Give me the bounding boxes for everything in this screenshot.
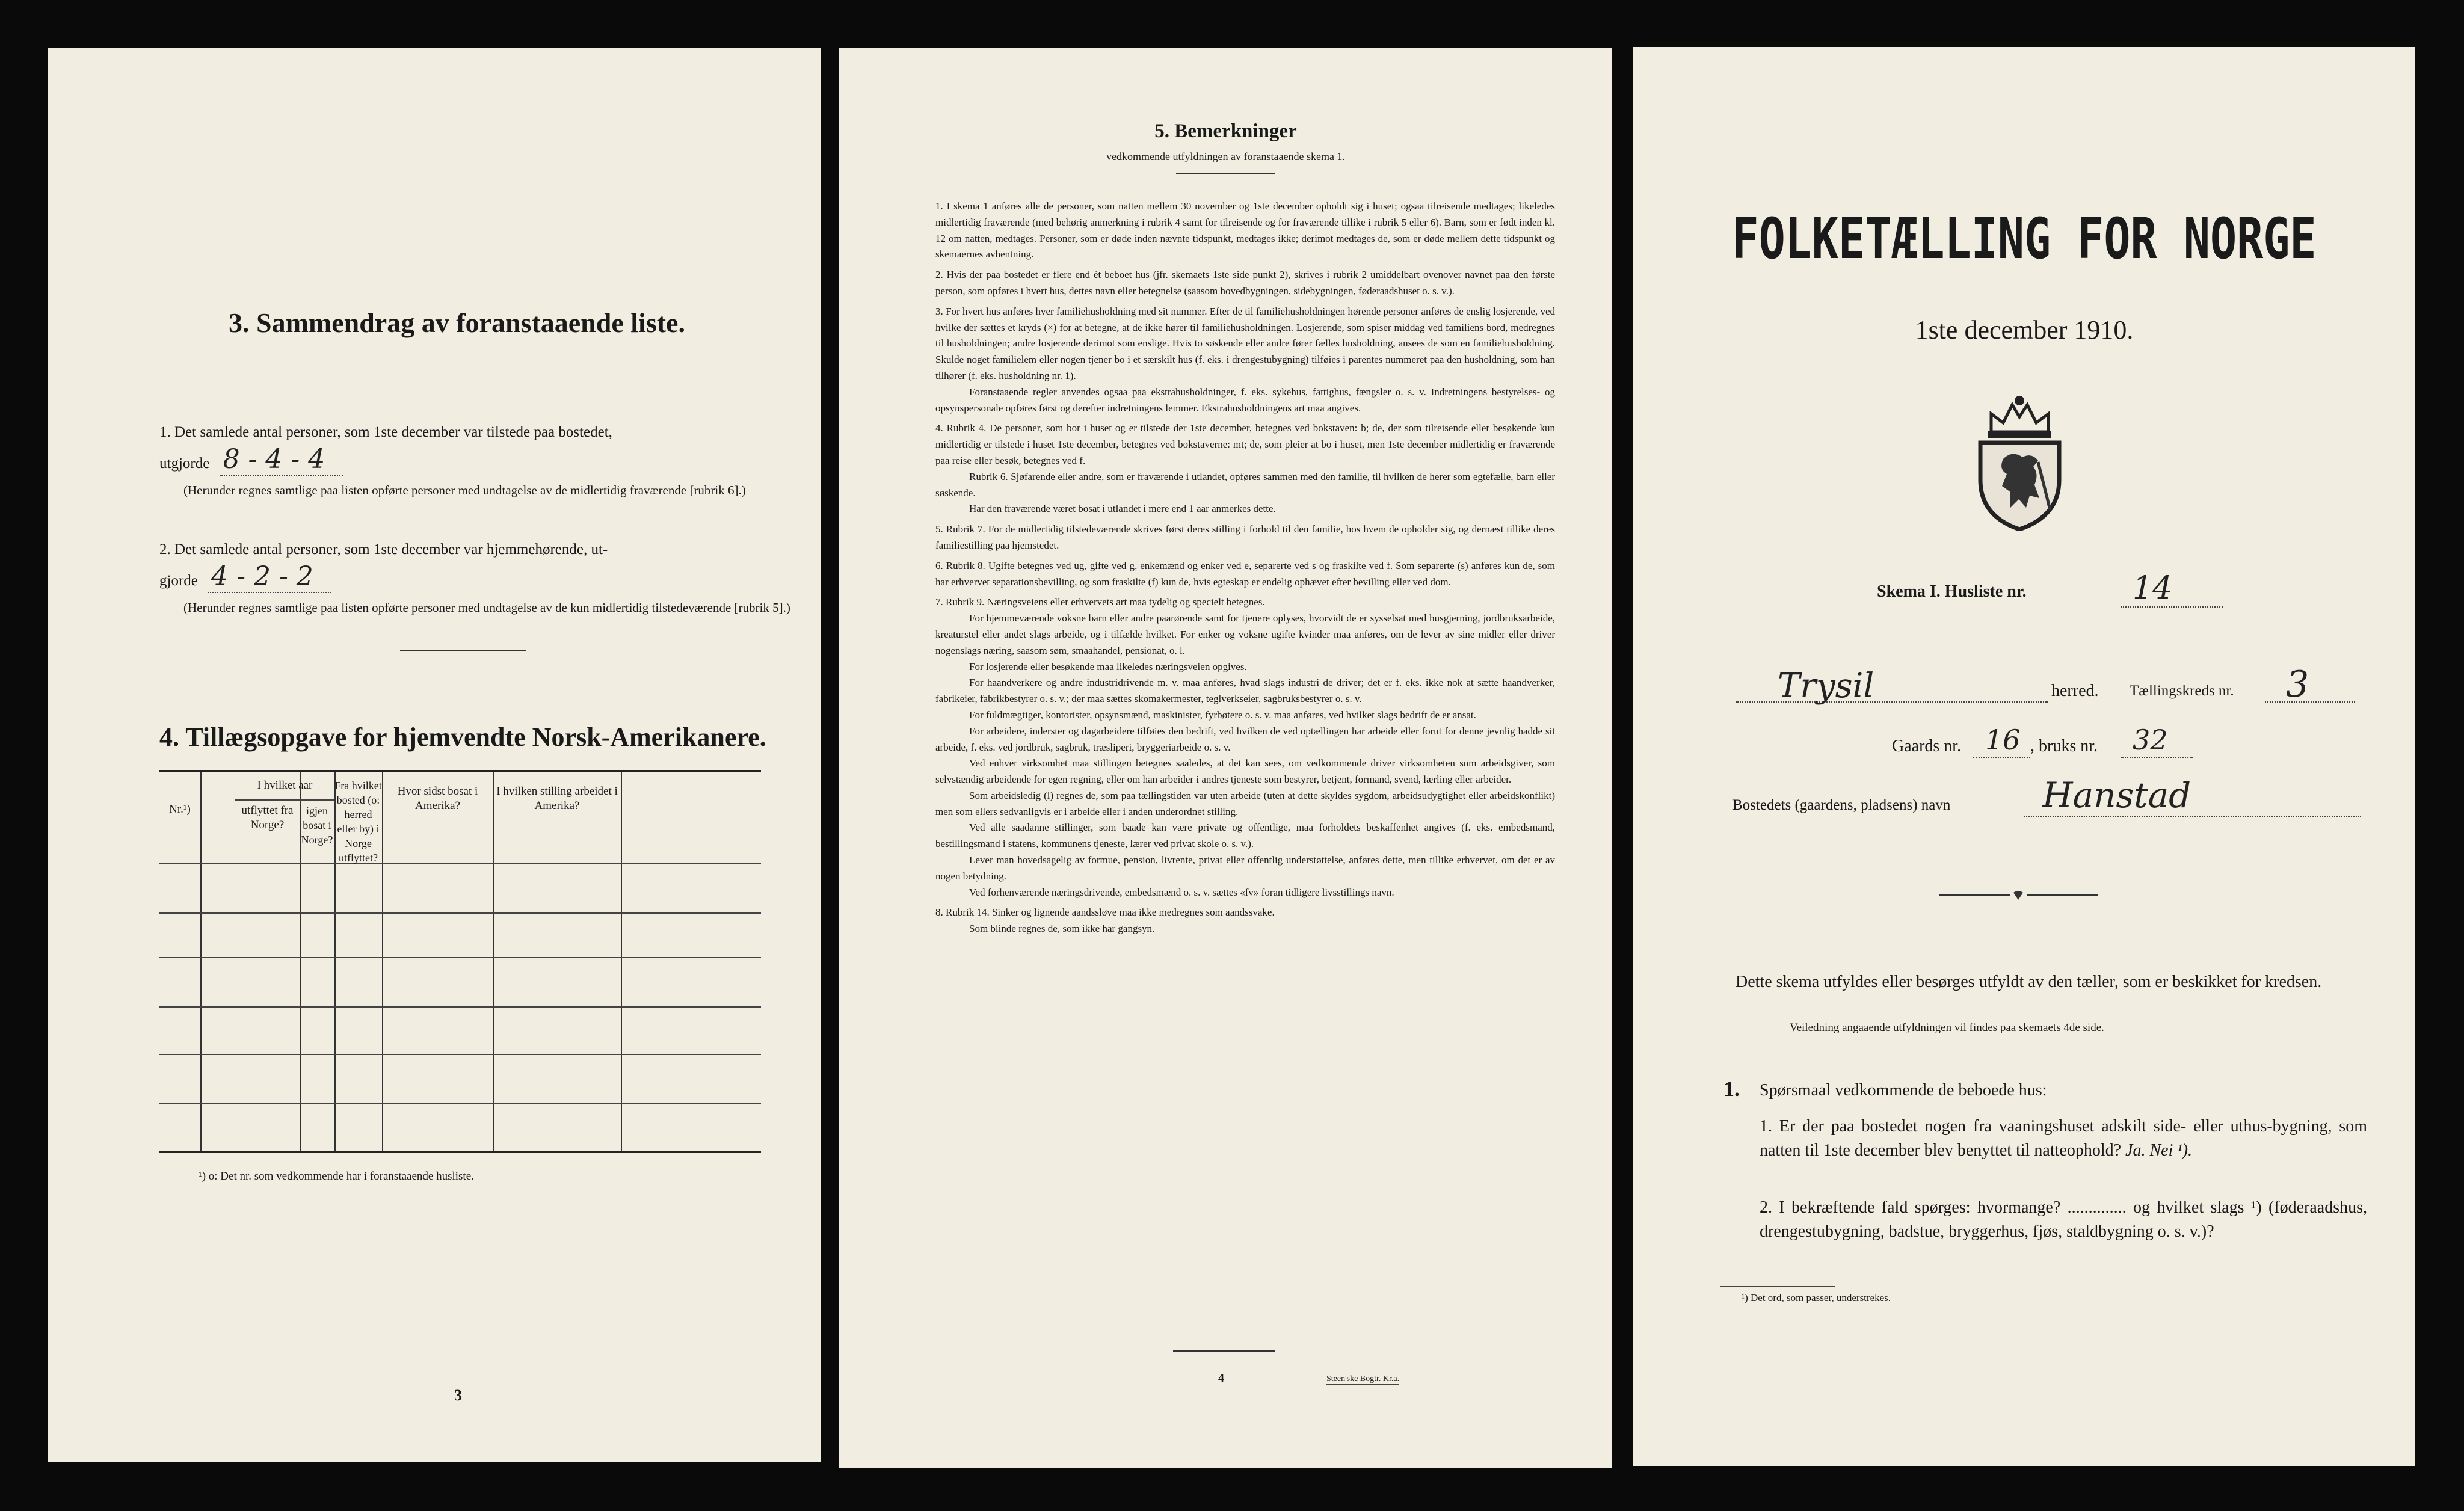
remark-item: Lever man hovedsagelig av formue, pension, livrente, privat eller offentlig understøttelse, anføres dette, men tillike erhvervet, om det er av nogen betydning. bbox=[935, 854, 1555, 882]
th-group: I hvilket aar bbox=[257, 779, 313, 792]
question-1-answer: Ja. Nei ¹). bbox=[2125, 1141, 2193, 1160]
section4-title: 4. Tillægsopgave for hjemvendte Norsk-Amerikanere. bbox=[159, 722, 766, 752]
page-number: 3 bbox=[454, 1386, 462, 1404]
table-footnote: ¹) o: Det nr. som vedkommende har i foranstaaende husliste. bbox=[199, 1170, 474, 1183]
item1-row bbox=[159, 444, 803, 475]
item1-value: 8 - 4 - 4 bbox=[220, 444, 343, 476]
remark-item: 7. Rubrik 9. Næringsveiens eller erhvervets art maa tydelig og specielt betegnes. bbox=[935, 596, 1265, 608]
remark-item: Ved enhver virksomhet maa stillingen betegnes saaledes, at det kan sees, om vedkommende driver virksomheten som arbeidsgiver, som selvstændig arbeidende for egen regning, eller om han arbeider i andres tjeneste som bestyrer, betjent, formand, svend, lærling eller arbeider. bbox=[935, 757, 1555, 786]
bosted-label: Bostedets (gaardens, pladsens) navn bbox=[1732, 797, 1951, 813]
middle-page bbox=[839, 48, 1612, 1468]
right-page bbox=[1633, 47, 2415, 1466]
question-2: 2. I bekræftende fald spørges: hvormange? .............. og hvilket slags ¹) (føderaadshus, drengestubygning, badstue, bryggerhus, fjøs, staldbygning o. s. v.)? bbox=[1760, 1198, 2367, 1241]
remark-item: For haandverkere og andre industridrivende m. v. maa anføres, hvad slags industri de driver; det er f. eks. ikke nok at sætte haandverker, fabrikeier, fabrikbestyrer o. s. v.; der maa sættes skomakermester, teglverkseier, sagbruksbestyrer o. s. v. bbox=[935, 677, 1555, 705]
printer-imprint: Steen'ske Bogtr. Kr.a. bbox=[1326, 1374, 1400, 1383]
remark-item: 1. I skema 1 anføres alle de personer, som natten mellem 30 november og 1ste december opholdt sig i huset; ogsaa tilreisende medtages; likeledes midlertidig fraværende (med behørig anmerkning i rubrik 4 samt for tilreisende og for fraværende tillike i rubrik 5 eller 6). Barn, som er født inden kl. 12 om natten, medtages. Personer, som er døde inden nævnte tidspunkt, medtages ikke; derimot medtages de, som er døde mellem dette tidspunkt og skemaernes avhentning. bbox=[935, 200, 1555, 260]
remark-item: For losjerende eller besøkende maa likeledes næringsveien opgives. bbox=[969, 660, 1247, 672]
th-igjen-bosat: igjen bosat i Norge? bbox=[301, 805, 333, 846]
remark-item: Ved alle saadanne stillinger, som baade kan være private og offentlige, maa forholdets beskaffenhet angives (f. eks. embedsmand, bestillingsmand i statens, kommunens tjeneste, lærer ved privat skole o. s. v.). bbox=[935, 822, 1555, 850]
th-nr: Nr.¹) bbox=[169, 803, 191, 816]
census-date: 1ste december 1910. bbox=[1915, 315, 2134, 345]
item1-lead: utgjorde bbox=[159, 455, 210, 472]
item2-lead: gjorde bbox=[159, 573, 198, 589]
remark-item: 5. Rubrik 7. For de midlertidig tilstedeværende skrives først deres stilling i forhold til den familie, hos hvem de opholder sig, og dernæst tillike deres familiestilling paa hjemstedet. bbox=[935, 523, 1555, 551]
question-1 bbox=[1760, 1115, 2367, 1163]
section3-title: 3. Sammendrag av foranstaaende liste. bbox=[229, 307, 685, 338]
end-rule bbox=[1173, 1350, 1275, 1352]
remark-item: Som blinde regnes de, som ikke har gangsyn. bbox=[969, 923, 1155, 935]
intro-text: Dette skema utfyldes eller besørges utfyldt av den tæller, som er beskikket for kredsen. bbox=[1736, 973, 2322, 991]
item2-row bbox=[159, 561, 803, 592]
remark-item: 8. Rubrik 14. Sinker og lignende aandssløve maa ikke medregnes som aandssvake. bbox=[935, 906, 1275, 919]
remark-item: Ved forhenværende næringsdrivende, embedsmænd o. s. v. sættes «fv» foran tidligere livsstillings navn. bbox=[969, 886, 1394, 898]
skema-label: Skema I. Husliste nr. bbox=[1877, 582, 2027, 601]
gaards-label: Gaards nr. bbox=[1892, 737, 1962, 756]
remark-item: 3. For hvert hus anføres hver familiehusholdning med sit nummer. Efter de til familiehusholdningen hørende personer anføres de enslig losjerende, ved hvilke der sættes et kryds (×) for at betegne, at de ikke hører til familiehusholdningen. Losjerende, som spiser middag ved familiens bord, medregnes til husholdningen; andre losjerende derimot som enslige. Hvis to søskende eller andre fører fælles husholdning, ansees de som en familiehusholdning. Skulde noget familielem eller nogen tjener bo i et særskilt hus (f. eks. i drengestubygning) tilføies i parentes nummeret paa den husholdning, som han tilhører (f. eks. husholdning nr. 1). bbox=[935, 305, 1555, 381]
item1-note: (Herunder regnes samtlige paa listen opførte personer med undtagelse av de midlertidig fraværende [rubrik 6].) bbox=[183, 483, 746, 497]
remark-item: 6. Rubrik 8. Ugifte betegnes ved ug, gifte ved g, enkemænd og enker ved e, separerte ved s og fraskilte ved f. Som separerte (s) anføres kun de, som har erhvervet separationsbevilling, og som fraskilte (f) kun de, hvis egteskap er endelig ophævet efter bevilling eller ved dom. bbox=[935, 559, 1555, 588]
bemerkninger-list bbox=[935, 198, 1555, 937]
item1-text: 1. Det samlede antal personer, som 1ste december var tilstede paa bostedet, bbox=[159, 424, 612, 440]
remark-item: Foranstaaende regler anvendes ogsaa paa ekstrahusholdninger, f. eks. sykehus, fattighus, fængsler o. s. v. Indretningens bestyrelses- og opsynspersonale opføres først og derefter indretningens lemmer. Ekstrahusholdningens art maa angives. bbox=[935, 386, 1555, 414]
th-utflyttet: utflyttet fra Norge? bbox=[241, 804, 294, 831]
title-rule bbox=[1176, 173, 1275, 174]
remark-item: 4. Rubrik 4. De personer, som bor i huset og er tilstede der 1ste december, betegnes ved bokstaven: b; de, der som tilreisende eller besøkende kun midlertidig er tilstede i huset 1ste december, betegnes ved bokstaverne: mt; de, som pleier at bo i huset, men 1ste december midlertidig er fraværende paa reise eller besøk, betegnes ved f. bbox=[935, 422, 1555, 466]
kreds-value: 3 bbox=[2286, 663, 2309, 706]
remark-item: Har den fraværende været bosat i utlandet i mere end 1 aar anmerkes dette. bbox=[969, 503, 1276, 515]
remark-item: For arbeidere, inderster og dagarbeidere tilføies den bedrift, ved hvilken de ved optællingen har arbeide eller forut for denne jevnlig hadde sit arbeide, f. eks. ved jordbruk, sagbruk, træsliperi, bryggeriarbeide o. s. v. bbox=[935, 725, 1555, 753]
remark-item: For hjemmeværende voksne barn eller andre paarørende samt for tjenere oplyses, hvorvidt de er sysselsat med husgjerning, jordbruksarbeide, kreaturstel eller andet slags arbeide, og i tilfælde hvilket. For enker og voksne ugifte kvinder maa anføres, om de lever av sine midler eller driver nogenslags næring, saasom søm, smaahandel, pensionat, o. l. bbox=[935, 612, 1555, 656]
bruks-label: , bruks nr. bbox=[2030, 737, 2098, 756]
left-page bbox=[48, 48, 821, 1462]
q-heading-num: 1. bbox=[1723, 1077, 1740, 1101]
right-footnote: ¹) Det ord, som passer, understrekes. bbox=[1742, 1292, 1891, 1303]
question-1-text: 1. Er der paa bostedet nogen fra vaaningshuset adskilt side- eller uthus-bygning, som natten til 1ste december blev benyttet til natteophold? bbox=[1760, 1117, 2367, 1160]
q-heading-text: Spørsmaal vedkommende de beboede hus: bbox=[1760, 1081, 2047, 1100]
bemerkninger-title: 5. Bemerkninger bbox=[1154, 120, 1297, 142]
bemerkninger-subtitle: vedkommende utfyldningen av foranstaaende skema 1. bbox=[1106, 150, 1345, 162]
section-divider bbox=[400, 650, 526, 651]
remark-item: For fuldmægtiger, kontorister, opsynsmænd, maskinister, fyrbøtere o. s. v. maa anføres, ved hvilket slags bedrift de er ansat. bbox=[969, 709, 1476, 721]
bosted-value: Hanstad bbox=[2042, 775, 2191, 816]
remark-item: Rubrik 6. Sjøfarende eller andre, som er fraværende i utlandet, opføres sammen med den familie, til hvilken de herer som egtefælle, barn eller søskende. bbox=[935, 470, 1555, 499]
herred-label: herred. bbox=[2051, 682, 2099, 700]
item2-value: 4 - 2 - 2 bbox=[208, 561, 331, 593]
remark-item: 2. Hvis der paa bostedet er flere end ét beboet hus (jfr. skemaets 1ste side punkt 2), skrives i rubrik 2 umiddelbart ovenover navnet paa den første person, som opføres i hvert hus, dettes navn eller betegnelse (saasom hovedbygningen, sidebygningen, føderaadshuset o. s. v.). bbox=[935, 269, 1555, 297]
remark-item: Som arbeidsledig (l) regnes de, som paa tællingstiden var uten arbeide (uten at dette skyldes sygdom, arbeidsudygtighet eller arbeidskonflikt) men som ellers sedvanligvis er i arbeide eller i anden underordnet stilling. bbox=[935, 789, 1555, 817]
th-fra-bosted: Fra hvilket bosted (o: herred eller by) i Norge utflyttet? bbox=[334, 780, 382, 864]
th-sidst-bosat: Hvor sidst bosat i Amerika? bbox=[397, 785, 478, 812]
item2-note: (Herunder regnes samtlige paa listen opførte personer med undtagelse av de kun midlertidig tilstedeværende [rubrik 5].) bbox=[183, 600, 790, 615]
th-stilling: I hvilken stilling arbeidet i Amerika? bbox=[496, 785, 618, 812]
page-number: 4 bbox=[1218, 1371, 1224, 1385]
ornament-divider-icon bbox=[1939, 888, 2098, 902]
herred-value: Trysil bbox=[1778, 666, 1874, 706]
footnote-rule bbox=[1720, 1286, 1835, 1287]
census-title: FOLKETÆLLING FOR NORGE bbox=[1732, 206, 2317, 272]
husliste-nr-value: 14 bbox=[2133, 570, 2173, 606]
gaards-value: 16 bbox=[1985, 724, 2021, 756]
kreds-label: Tællingskreds nr. bbox=[2130, 683, 2234, 699]
intro-small: Veiledning angaaende utfyldningen vil findes paa skemaets 4de side. bbox=[1790, 1021, 2104, 1034]
norwegian-lion-crest-icon bbox=[1967, 390, 2072, 531]
bruks-value: 32 bbox=[2133, 724, 2168, 756]
norsk-amerikanere-table bbox=[159, 770, 761, 1153]
item2-text: 2. Det samlede antal personer, som 1ste december var hjemmehørende, ut- bbox=[159, 541, 608, 558]
